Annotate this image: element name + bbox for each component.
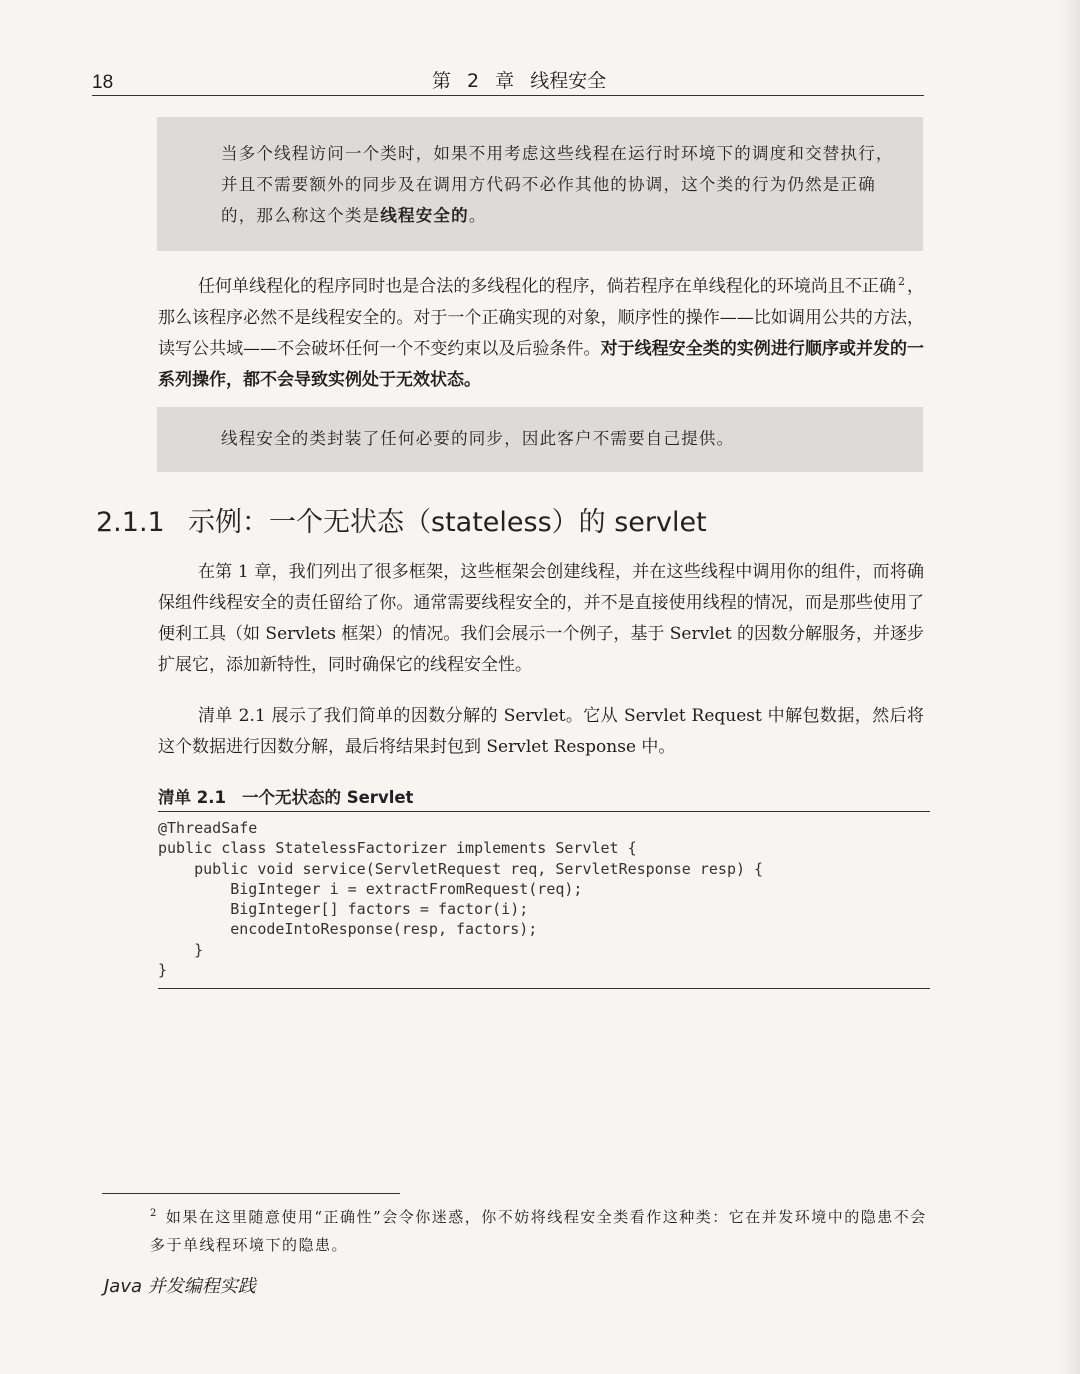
paragraph-frameworks: 在第 1 章，我们列出了很多框架，这些框架会创建线程，并在这些线程中调用你的组件，而将确保组件线程安全的责任留给了你。通常需要线程安全的，并不是直接使用线程的情况，而是那些使用了便利工具（如 Servlets 框架）的情况。我们会展示一个例子，基于 Servlet 的因数分解服务，并逐步扩展它，添加新特性，同时确保它的线程安全性。 xyxy=(158,562,924,675)
code-line: @ThreadSafe xyxy=(158,819,258,837)
code-line: encodeIntoResponse(resp, factors); xyxy=(158,920,538,939)
note-text: 线程安全的类封装了任何必要的同步，因此客户不需要自己提供。 xyxy=(221,429,735,448)
running-head: 第 2 章 线程安全 xyxy=(432,70,607,92)
listing-number: 清单 2.1 xyxy=(158,788,226,807)
paragraph1-part1: 任何单线程化的程序同时也是合法的多线程化的程序，倘若程序在单线程化的环境尚且不正确 xyxy=(198,276,896,297)
footnote-marker: 2 xyxy=(150,1208,158,1219)
definition-term: 线程安全的 xyxy=(380,206,469,225)
footnote-rule xyxy=(102,1193,400,1194)
definition-text-main: 当多个线程访问一个类时，如果不用考虑这些线程在运行时环境下的调度和交替执行，并且不需要额外的同步及在调用方代码不必作其他的协调，这个类的行为仍然是正确的，那么称这个类是 xyxy=(221,144,894,225)
footnote-text: 如果在这里随意使用“正确性”会令你迷惑，你不妨将线程安全类看作这种类：它在并发环境中的隐患不会多于单线程环境下的隐患。 xyxy=(150,1208,927,1254)
paragraph-listing-intro: 清单 2.1 展示了我们简单的因数分解的 Servlet。它从 Servlet Request 中解包数据，然后将这个数据进行因数分解，最后将结果封包到 Servlet Response 中。 xyxy=(158,706,924,757)
page-number: 18 xyxy=(92,72,114,93)
code-line: } xyxy=(158,940,204,959)
code-line: public class StatelessFactorizer implements Servlet { xyxy=(158,839,637,858)
listing-caption xyxy=(158,784,413,808)
section-heading xyxy=(96,500,707,539)
section-title: 示例：一个无状态（stateless）的 servlet xyxy=(188,507,707,538)
paragraph1-bold: 对于线程安全类的实例进行顺序或并发的一系列操作，都不会导致实例处于无效状态。 xyxy=(158,338,925,390)
code-line: BigInteger i = extractFromRequest(req); xyxy=(158,879,583,898)
note-box xyxy=(157,407,923,472)
code-line: BigInteger[] factors = factor(i); xyxy=(158,900,529,919)
footnote-reference: 2 xyxy=(897,275,905,288)
paragraph1-part2: ，那么该程序必然不是线程安全的。对于一个正确实现的对象，顺序性的操作——比如调用公共的方法，读写公共域——不会破坏任何一个不变约束以及后验条件。 xyxy=(158,276,925,359)
section-number: 2.1.1 xyxy=(96,507,165,538)
code-line: } xyxy=(158,961,168,980)
definition-text xyxy=(221,138,895,231)
listing-top-rule xyxy=(158,811,930,812)
code-line: public void service(ServletRequest req, ServletResponse resp) { xyxy=(158,859,764,878)
book-title: Java 并发编程实践 xyxy=(104,1276,256,1297)
header-rule xyxy=(92,95,924,96)
footnote xyxy=(150,1200,930,1259)
code-listing xyxy=(158,818,763,980)
definition-box xyxy=(157,117,923,251)
scan-edge xyxy=(1060,0,1080,1374)
definition-text-end: 。 xyxy=(468,206,487,225)
paragraph-thread-safety xyxy=(158,266,924,396)
listing-title: 一个无状态的 Servlet xyxy=(241,788,414,807)
listing-bottom-rule xyxy=(158,988,930,989)
